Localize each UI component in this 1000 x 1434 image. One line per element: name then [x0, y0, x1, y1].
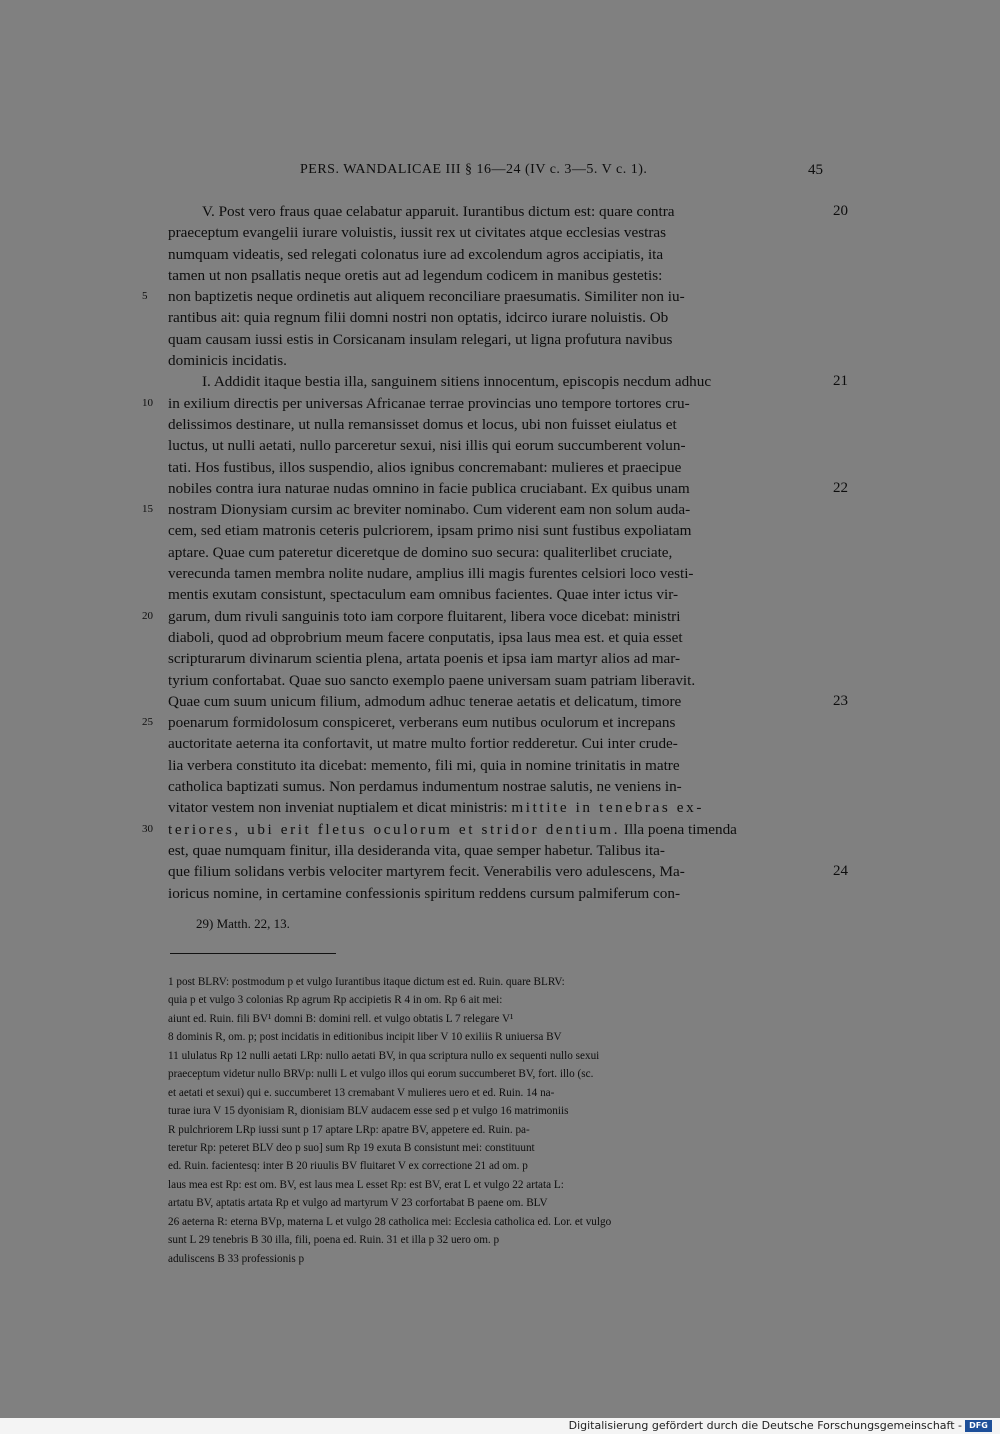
text-line: [168, 542, 826, 563]
line-text: nobiles contra iura naturae nudas omnino in facie publica cruciabant. Ex quibus unam: [168, 479, 690, 497]
line-text: luctus, ut nulli aetati, nullo parceretur sexui, nisi illis qui eorum succumberent volun-: [168, 437, 686, 455]
line-text: verecunda tamen membra nolite nudare, amplius illi magis furentes celsiori loco vesti-: [168, 565, 694, 583]
footnote: 29) Matth. 22, 13.: [196, 916, 290, 931]
running-header: PERS. WANDALICAE III § 16—24 (IV c. 3—5. V c. 1).: [300, 162, 648, 177]
spaced-quotation: mittite in tenebras ex-: [511, 799, 704, 817]
apparatus-line: 11 ululatus Rp 12 nulli aetati LRp: nullo aetati BV, in qua scriptura nullo ex sequenti nullo sexui: [168, 1049, 600, 1062]
line-text: dominicis incidatis.: [168, 352, 287, 370]
page-number: 45: [808, 162, 823, 178]
line-text-rest: Illa poena timenda: [620, 820, 737, 838]
apparatus-line: sunt L 29 tenebris B 30 illa, fili, poena ed. Ruin. 31 et illa p 32 uero om. p: [168, 1234, 500, 1247]
apparatus-line: laus mea est Rp: est om. BV, est laus mea L esset Rp: est BV, erat L et vulgo 22 artata L:: [168, 1178, 564, 1191]
line-text: diaboli, quod ad obprobrium meum facere conputatis, ipsa laus mea est. et quia esset: [168, 628, 683, 646]
apparatus-line: R pulchriorem LRp iussi sunt p 17 aptare LRp: apatre BV, appetere ed. Ruin. pa-: [168, 1123, 530, 1136]
line-text: est, quae numquam finitur, illa desideranda vita, quae semper habetur. Talibus ita-: [168, 841, 665, 859]
apparatus-line: 1 post BLRV: postmodum p et vulgo Iurantibus itaque dictum est ed. Ruin. quare BLRV:: [168, 976, 565, 988]
dfg-logo: DFG: [965, 1420, 992, 1432]
text-line: [168, 222, 826, 243]
line-text: vitator vestem non inveniat nuptialem et dicat ministris:: [168, 799, 508, 817]
line-text: in exilium directis per universas Africanae terrae provincias uno tempore tortores cru-: [168, 394, 690, 412]
text-line: [168, 861, 848, 882]
apparatus-line: praeceptum videtur nullo BRVp: nulli L et vulgo illos qui eorum succumberet BV, fort. illo (sc.: [168, 1068, 594, 1081]
text-line: [168, 670, 826, 691]
line-number: 30: [142, 822, 153, 835]
line-text: non baptizetis neque ordinetis aut aliquem reconciliare praesumatis. Similiter non iu-: [168, 288, 685, 306]
line-number: 15: [142, 503, 153, 516]
line-text: tyrium confortabat. Quae suo sancto exemplo paene universam suam patriam liberavit.: [168, 671, 696, 689]
apparatus-line: aduliscens B 33 professionis p: [168, 1252, 305, 1265]
text-line: [168, 329, 826, 350]
text-line: [168, 627, 826, 648]
section-number: 23: [833, 692, 848, 709]
text-line: [168, 265, 826, 286]
credit-bar: [0, 1418, 1000, 1434]
text-line: [168, 733, 826, 754]
line-text: poenarum formidolosum conspiceret, verberans eum nutibus oculorum et increpans: [168, 714, 676, 732]
line-text: delissimos destinare, ut nulla remansisset domus et locus, ubi non fuisset eiulatus et: [168, 415, 677, 433]
line-text: cem, sed etiam matronis ceteris pulcriorem, ipsam primo nisi sunt fustibus expoliatam: [168, 522, 692, 540]
apparatus-line: 26 aeterna R: eterna BVp, materna L et vulgo 28 catholica mei: Ecclesia catholica ed. Lor. et vulgo: [168, 1215, 612, 1228]
apparatus-line: 8 dominis R, om. p; post incidatis in editionibus incipit liber V 10 exiliis R uniuersa BV: [168, 1031, 562, 1044]
apparatus-line: quia p et vulgo 3 colonias Rp agrum Rp accipietis R 4 in om. Rp 6 ait mei:: [168, 994, 503, 1007]
section-number: 24: [833, 863, 848, 880]
main-text: [142, 201, 848, 904]
text-line: [168, 520, 826, 541]
text-line: [142, 286, 826, 307]
section-number: 20: [833, 203, 848, 219]
apparatus-line: artatu BV, aptatis artata Rp et vulgo ad martyrum V 23 corfortabat B paene om. BLV: [168, 1197, 548, 1210]
line-text: tamen ut non psallatis neque oretis aut ad legendum codicem in manibus gestetis:: [168, 266, 663, 284]
line-number: 10: [142, 396, 153, 409]
text-line: [168, 563, 826, 584]
line-text: praeceptum evangelii iurare voluistis, iussit rex ut civitates atque ecclesias vestras: [168, 224, 667, 242]
text-line: [168, 307, 826, 328]
text-line: [142, 819, 826, 840]
line-text: ioricus nomine, in certamine confessionis spiritum reddens cursum palmiferum con-: [168, 884, 681, 902]
line-number: 20: [142, 609, 153, 622]
critical-apparatus: [168, 973, 828, 1268]
spaced-quotation: teriores, ubi erit fletus oculorum et stridor dentium.: [168, 820, 621, 838]
text-line: [168, 776, 826, 797]
apparatus-line: et aetati et sexui) qui e. succumberet 13 cremabant V mulieres uero et ed. Ruin. 14 na-: [168, 1086, 555, 1099]
line-text: rantibus ait: quia regnum filii domni nostri non optatis, idcirco iurare noluistis. Ob: [168, 309, 669, 327]
credit-text: Digitalisierung gefördert durch die Deutsche Forschungsgemeinschaft -: [568, 1419, 962, 1432]
line-text: auctoritate aeterna ita confortavit, ut matre multo fortior redderetur. Cui inter crude-: [168, 735, 678, 753]
text-line: [168, 840, 826, 861]
apparatus-line: ed. Ruin. facientesq: inter B 20 riuulis BV fluitaret V ex correctione 21 ad om. p: [168, 1160, 528, 1173]
text-line: [168, 648, 826, 669]
line-number: 5: [142, 290, 148, 303]
line-number: 25: [142, 716, 153, 729]
section-number: 22: [833, 479, 848, 496]
text-line: [168, 691, 848, 712]
apparatus-line: teretur Rp: peteret BLV deo p suo] sum Rp 19 exuta B consistunt mei: constituunt: [168, 1141, 535, 1154]
line-text: numquam videatis, sed relegati colonatus iure ad excolendum agros accipiatis, ita: [168, 245, 664, 263]
line-text: scripturarum divinarum scientia plena, artata poenis et ipsa iam martyr alios ad mar-: [168, 650, 681, 668]
footnote-rule: [170, 953, 336, 954]
line-text: que filium solidans verbis velociter martyrem fecit. Venerabilis vero adulescens, Ma-: [168, 863, 685, 881]
line-text: catholica baptizati sumus. Non perdamus indumentum nostrae salutis, ne veniens in-: [168, 778, 682, 796]
apparatus-line: turae iura V 15 dyonisiam R, dionisiam BLV audacem esse sed p et vulgo 16 matrimoniis: [168, 1105, 569, 1118]
line-text: nostram Dionysiam cursim ac breviter nominabo. Cum viderent eam non solum auda-: [168, 501, 691, 519]
line-text: tati. Hos fustibus, illos suspendio, alios ignibus concremabant: mulieres et praecipue: [168, 458, 682, 476]
text-line: [168, 584, 826, 605]
line-text: V. Post vero fraus quae celabatur apparuit. Iurantibus dictum est: quare contra: [202, 203, 675, 220]
apparatus-line: aiunt ed. Ruin. fili BV¹ domni B: domini rell. et vulgo obtatis L 7 relegare V¹: [168, 1012, 514, 1025]
line-text: mentis exutam consistunt, spectaculum eam omnibus facientes. Quae inter ictus vir-: [168, 586, 679, 604]
text-line: [168, 435, 826, 456]
section-number: 21: [833, 373, 848, 390]
line-text: I. Addidit itaque bestia illa, sanguinem sitiens innocentum, episcopis necdum adhuc: [202, 373, 712, 391]
text-line: [142, 606, 826, 627]
line-text: Quae cum suum unicum filium, admodum adhuc tenerae aetatis et delicatum, timore: [168, 692, 682, 710]
text-line: [142, 499, 826, 520]
line-text: garum, dum rivuli sanguinis toto iam corpore fluitarent, libera voce dicebat: ministri: [168, 607, 681, 625]
text-line: [168, 201, 848, 222]
text-line: [168, 371, 848, 392]
line-text: aptare. Quae cum pateretur diceretque de domino suo secura: qualiterlibet cruciate,: [168, 543, 673, 561]
line-text: quam causam iussi estis in Corsicanam insulam relegari, ut ligna profutura navibus: [168, 330, 673, 348]
text-line: [168, 755, 826, 776]
line-text: lia verbera constituto ita dicebat: memento, fili mi, quia in nomine trinitatis in matre: [168, 756, 680, 774]
text-line: [168, 478, 848, 499]
text-line: [168, 797, 826, 818]
text-line: [168, 457, 826, 478]
text-line: [168, 883, 826, 904]
text-line: [168, 244, 826, 265]
text-line: [142, 712, 826, 733]
text-line: [142, 393, 826, 414]
text-line: [168, 350, 826, 371]
text-line: [168, 414, 826, 435]
